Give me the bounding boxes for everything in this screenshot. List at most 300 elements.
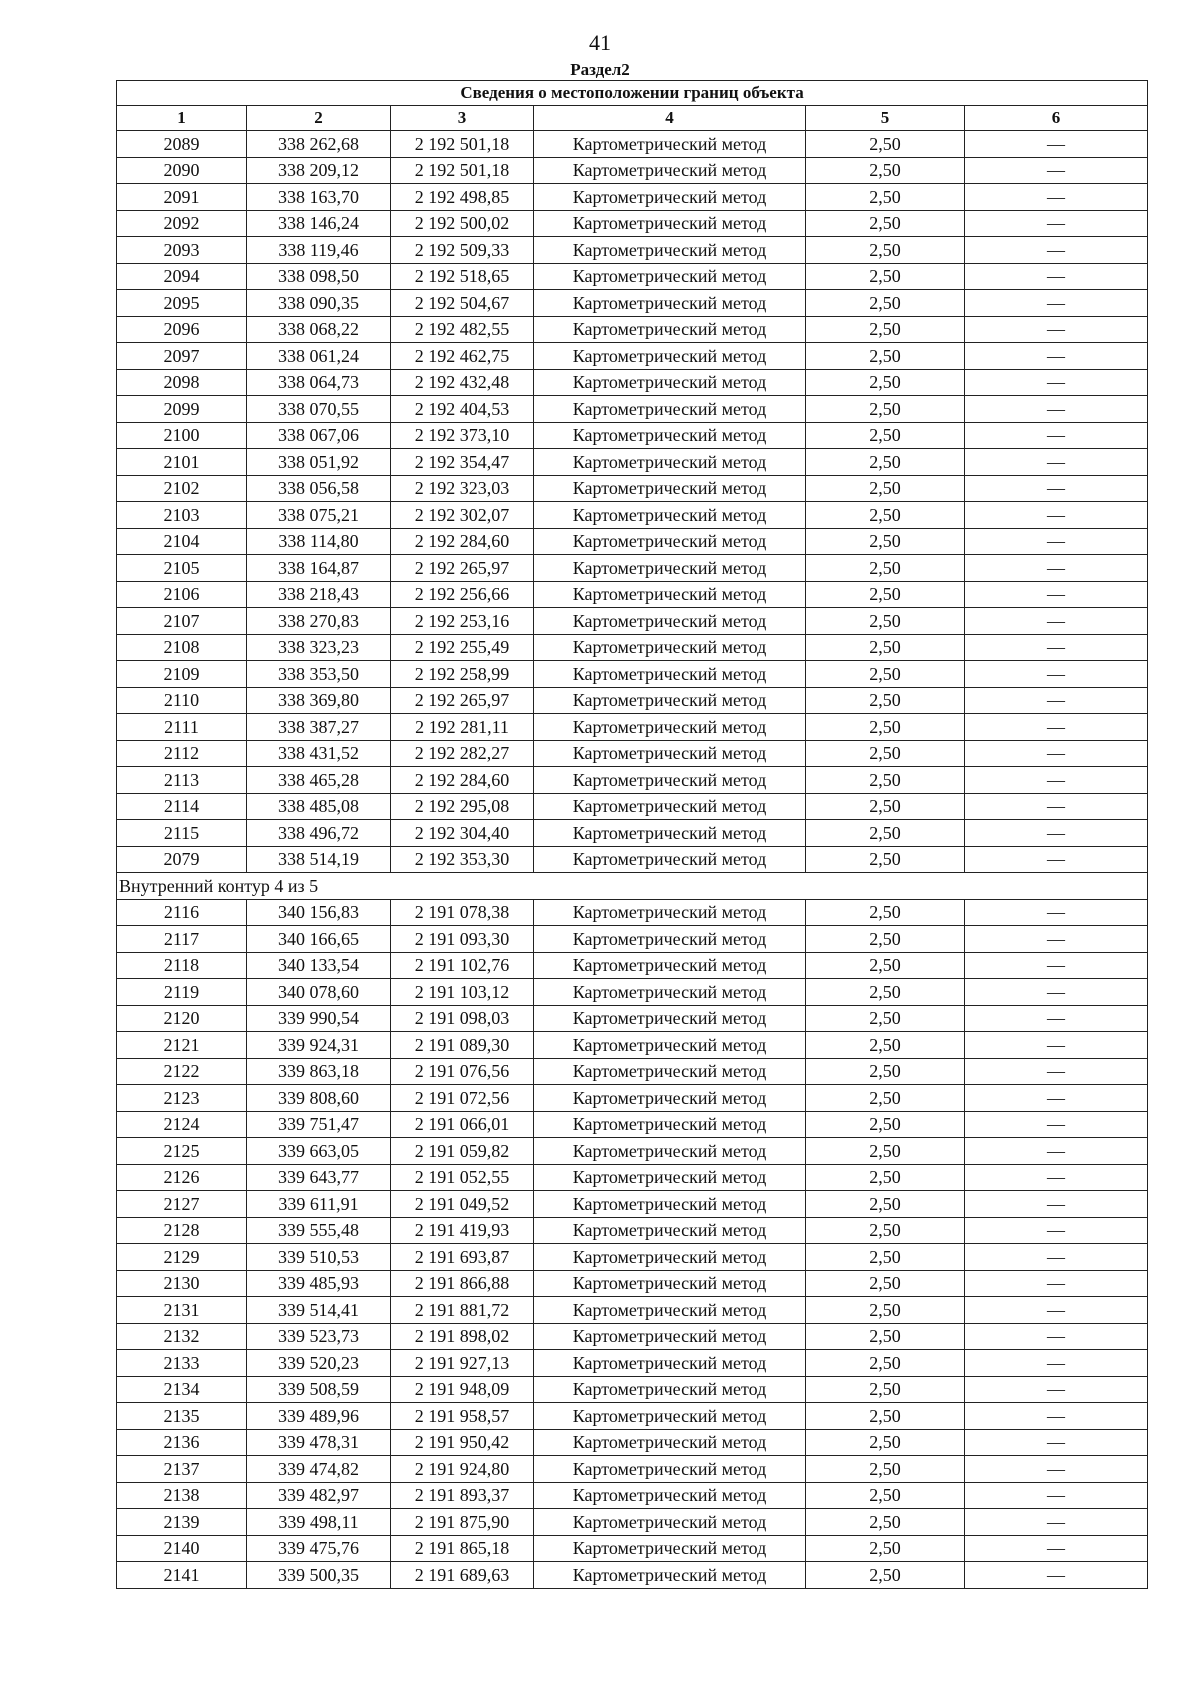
description-cell: — — [965, 1429, 1148, 1456]
table-row — [117, 343, 1148, 370]
coordinate-y-cell: 2 191 950,42 — [391, 1429, 534, 1456]
accuracy-cell: 2,50 — [806, 1270, 965, 1297]
description-cell: — — [965, 475, 1148, 502]
method-cell: Картометрический метод — [534, 1005, 806, 1032]
accuracy-cell: 2,50 — [806, 1164, 965, 1191]
coordinate-y-cell: 2 192 281,11 — [391, 714, 534, 741]
description-cell: — — [965, 979, 1148, 1006]
table-row — [117, 1456, 1148, 1483]
coordinate-x-cell: 338 465,28 — [247, 767, 391, 794]
method-cell: Картометрический метод — [534, 1297, 806, 1324]
method-cell: Картометрический метод — [534, 1058, 806, 1085]
accuracy-cell: 2,50 — [806, 1323, 965, 1350]
point-number-cell: 2079 — [117, 846, 247, 873]
method-cell: Картометрический метод — [534, 316, 806, 343]
coordinate-x-cell: 339 498,11 — [247, 1509, 391, 1536]
method-cell: Картометрический метод — [534, 740, 806, 767]
accuracy-cell: 2,50 — [806, 184, 965, 211]
description-cell: — — [965, 952, 1148, 979]
coordinate-y-cell: 2 191 093,30 — [391, 926, 534, 953]
point-number-cell: 2097 — [117, 343, 247, 370]
table-row — [117, 581, 1148, 608]
coordinate-x-cell: 340 166,65 — [247, 926, 391, 953]
coordinate-y-cell: 2 191 927,13 — [391, 1350, 534, 1377]
coordinate-y-cell: 2 191 924,80 — [391, 1456, 534, 1483]
description-cell: — — [965, 157, 1148, 184]
method-cell: Картометрический метод — [534, 396, 806, 423]
method-cell: Картометрический метод — [534, 1376, 806, 1403]
table-row — [117, 1164, 1148, 1191]
method-cell: Картометрический метод — [534, 343, 806, 370]
point-number-cell: 2141 — [117, 1562, 247, 1589]
description-cell: — — [965, 714, 1148, 741]
coordinate-y-cell: 2 192 284,60 — [391, 767, 534, 794]
coordinate-x-cell: 338 114,80 — [247, 528, 391, 555]
method-cell: Картометрический метод — [534, 1191, 806, 1218]
description-cell: — — [965, 343, 1148, 370]
point-number-cell: 2103 — [117, 502, 247, 529]
coordinate-x-cell: 339 508,59 — [247, 1376, 391, 1403]
table-row — [117, 555, 1148, 582]
point-number-cell: 2092 — [117, 210, 247, 237]
coordinate-x-cell: 340 133,54 — [247, 952, 391, 979]
table-row — [117, 1191, 1148, 1218]
point-number-cell: 2113 — [117, 767, 247, 794]
method-cell: Картометрический метод — [534, 290, 806, 317]
method-cell: Картометрический метод — [534, 952, 806, 979]
coordinate-y-cell: 2 191 958,57 — [391, 1403, 534, 1430]
accuracy-cell: 2,50 — [806, 1429, 965, 1456]
accuracy-cell: 2,50 — [806, 740, 965, 767]
description-cell: — — [965, 1244, 1148, 1271]
table-row — [117, 926, 1148, 953]
coordinate-y-cell: 2 192 282,27 — [391, 740, 534, 767]
table-row — [117, 1350, 1148, 1377]
coordinate-x-cell: 338 323,23 — [247, 634, 391, 661]
accuracy-cell: 2,50 — [806, 422, 965, 449]
accuracy-cell: 2,50 — [806, 820, 965, 847]
coordinate-x-cell: 338 064,73 — [247, 369, 391, 396]
table-row — [117, 608, 1148, 635]
description-cell: — — [965, 1297, 1148, 1324]
description-cell: — — [965, 1403, 1148, 1430]
point-number-cell: 2090 — [117, 157, 247, 184]
method-cell: Картометрический метод — [534, 422, 806, 449]
description-cell: — — [965, 846, 1148, 873]
description-cell: — — [965, 396, 1148, 423]
table-row — [117, 740, 1148, 767]
coordinate-x-cell: 338 218,43 — [247, 581, 391, 608]
coordinate-y-cell: 2 191 865,18 — [391, 1535, 534, 1562]
coordinate-x-cell: 339 478,31 — [247, 1429, 391, 1456]
coordinate-x-cell: 338 056,58 — [247, 475, 391, 502]
description-cell: — — [965, 581, 1148, 608]
point-number-cell: 2115 — [117, 820, 247, 847]
method-cell: Картометрический метод — [534, 528, 806, 555]
coordinate-y-cell: 2 191 098,03 — [391, 1005, 534, 1032]
description-cell: — — [965, 740, 1148, 767]
coordinate-y-cell: 2 192 509,33 — [391, 237, 534, 264]
accuracy-cell: 2,50 — [806, 528, 965, 555]
coordinate-y-cell: 2 192 462,75 — [391, 343, 534, 370]
coordinate-x-cell: 339 514,41 — [247, 1297, 391, 1324]
accuracy-cell: 2,50 — [806, 1111, 965, 1138]
method-cell: Картометрический метод — [534, 687, 806, 714]
method-cell: Картометрический метод — [534, 608, 806, 635]
method-cell: Картометрический метод — [534, 634, 806, 661]
description-cell: — — [965, 687, 1148, 714]
accuracy-cell: 2,50 — [806, 1509, 965, 1536]
accuracy-cell: 2,50 — [806, 1191, 965, 1218]
description-cell: — — [965, 1164, 1148, 1191]
coordinate-x-cell: 339 808,60 — [247, 1085, 391, 1112]
method-cell: Картометрический метод — [534, 369, 806, 396]
accuracy-cell: 2,50 — [806, 714, 965, 741]
method-cell: Картометрический метод — [534, 1217, 806, 1244]
method-cell: Картометрический метод — [534, 1403, 806, 1430]
column-number-6: 6 — [965, 106, 1148, 131]
coordinate-x-cell: 340 156,83 — [247, 899, 391, 926]
point-number-cell: 2101 — [117, 449, 247, 476]
point-number-cell: 2095 — [117, 290, 247, 317]
point-number-cell: 2137 — [117, 1456, 247, 1483]
coordinate-y-cell: 2 192 256,66 — [391, 581, 534, 608]
point-number-cell: 2121 — [117, 1032, 247, 1059]
coordinate-x-cell: 338 070,55 — [247, 396, 391, 423]
method-cell: Картометрический метод — [534, 1350, 806, 1377]
accuracy-cell: 2,50 — [806, 1535, 965, 1562]
coordinate-x-cell: 338 061,24 — [247, 343, 391, 370]
coordinate-x-cell: 339 489,96 — [247, 1403, 391, 1430]
coordinate-x-cell: 339 663,05 — [247, 1138, 391, 1165]
coordinate-y-cell: 2 191 866,88 — [391, 1270, 534, 1297]
method-cell: Картометрический метод — [534, 1085, 806, 1112]
method-cell: Картометрический метод — [534, 1429, 806, 1456]
coordinate-y-cell: 2 191 419,93 — [391, 1217, 534, 1244]
table-title: Сведения о местоположении границ объекта — [117, 81, 1148, 106]
point-number-cell: 2131 — [117, 1297, 247, 1324]
coordinate-y-cell: 2 191 948,09 — [391, 1376, 534, 1403]
coordinate-x-cell: 338 068,22 — [247, 316, 391, 343]
point-number-cell: 2111 — [117, 714, 247, 741]
table-row — [117, 1403, 1148, 1430]
accuracy-cell: 2,50 — [806, 1085, 965, 1112]
method-cell: Картометрический метод — [534, 1323, 806, 1350]
accuracy-cell: 2,50 — [806, 1005, 965, 1032]
coordinate-x-cell: 339 520,23 — [247, 1350, 391, 1377]
coordinate-x-cell: 338 369,80 — [247, 687, 391, 714]
accuracy-cell: 2,50 — [806, 1403, 965, 1430]
method-cell: Картометрический метод — [534, 793, 806, 820]
method-cell: Картометрический метод — [534, 1562, 806, 1589]
table-row — [117, 1111, 1148, 1138]
table-row — [117, 184, 1148, 211]
coordinate-y-cell: 2 192 500,02 — [391, 210, 534, 237]
point-number-cell: 2136 — [117, 1429, 247, 1456]
table-row — [117, 846, 1148, 873]
point-number-cell: 2110 — [117, 687, 247, 714]
table-row — [117, 899, 1148, 926]
point-number-cell: 2132 — [117, 1323, 247, 1350]
method-cell: Картометрический метод — [534, 846, 806, 873]
accuracy-cell: 2,50 — [806, 1217, 965, 1244]
point-number-cell: 2114 — [117, 793, 247, 820]
method-cell: Картометрический метод — [534, 184, 806, 211]
accuracy-cell: 2,50 — [806, 316, 965, 343]
description-cell: — — [965, 290, 1148, 317]
table-row — [117, 131, 1148, 158]
table-row — [117, 1085, 1148, 1112]
description-cell: — — [965, 502, 1148, 529]
description-cell: — — [965, 1058, 1148, 1085]
method-cell: Картометрический метод — [534, 555, 806, 582]
description-cell: — — [965, 820, 1148, 847]
coordinate-x-cell: 339 611,91 — [247, 1191, 391, 1218]
table-row — [117, 422, 1148, 449]
coordinate-x-cell: 338 146,24 — [247, 210, 391, 237]
table-row — [117, 793, 1148, 820]
method-cell: Картометрический метод — [534, 1509, 806, 1536]
coordinate-y-cell: 2 191 689,63 — [391, 1562, 534, 1589]
table-row — [117, 767, 1148, 794]
method-cell: Картометрический метод — [534, 714, 806, 741]
coordinate-x-cell: 338 431,52 — [247, 740, 391, 767]
accuracy-cell: 2,50 — [806, 767, 965, 794]
method-cell: Картометрический метод — [534, 820, 806, 847]
coordinate-x-cell: 339 500,35 — [247, 1562, 391, 1589]
coordinate-y-cell: 2 192 504,67 — [391, 290, 534, 317]
method-cell: Картометрический метод — [534, 581, 806, 608]
coordinate-x-cell: 339 643,77 — [247, 1164, 391, 1191]
table-row — [117, 316, 1148, 343]
coordinate-x-cell: 340 078,60 — [247, 979, 391, 1006]
coordinate-y-cell: 2 192 302,07 — [391, 502, 534, 529]
accuracy-cell: 2,50 — [806, 1138, 965, 1165]
description-cell: — — [965, 449, 1148, 476]
method-cell: Картометрический метод — [534, 502, 806, 529]
description-cell: — — [965, 528, 1148, 555]
coordinate-y-cell: 2 192 501,18 — [391, 131, 534, 158]
description-cell: — — [965, 1482, 1148, 1509]
method-cell: Картометрический метод — [534, 157, 806, 184]
coordinate-x-cell: 339 474,82 — [247, 1456, 391, 1483]
coordinate-x-cell: 339 510,53 — [247, 1244, 391, 1271]
coordinate-x-cell: 338 209,12 — [247, 157, 391, 184]
method-cell: Картометрический метод — [534, 1138, 806, 1165]
coordinate-y-cell: 2 191 089,30 — [391, 1032, 534, 1059]
coordinate-x-cell: 338 098,50 — [247, 263, 391, 290]
method-cell: Картометрический метод — [534, 661, 806, 688]
point-number-cell: 2124 — [117, 1111, 247, 1138]
contour-label: Внутренний контур 4 из 5 — [117, 873, 1148, 900]
coordinate-y-cell: 2 191 103,12 — [391, 979, 534, 1006]
coordinate-x-cell: 339 555,48 — [247, 1217, 391, 1244]
point-number-cell: 2127 — [117, 1191, 247, 1218]
point-number-cell: 2123 — [117, 1085, 247, 1112]
table-row — [117, 290, 1148, 317]
accuracy-cell: 2,50 — [806, 581, 965, 608]
method-cell: Картометрический метод — [534, 210, 806, 237]
coordinate-x-cell: 338 119,46 — [247, 237, 391, 264]
table-row — [117, 1270, 1148, 1297]
description-cell: — — [965, 1032, 1148, 1059]
description-cell: — — [965, 1535, 1148, 1562]
accuracy-cell: 2,50 — [806, 131, 965, 158]
point-number-cell: 2129 — [117, 1244, 247, 1271]
coordinate-x-cell: 338 496,72 — [247, 820, 391, 847]
accuracy-cell: 2,50 — [806, 634, 965, 661]
accuracy-cell: 2,50 — [806, 899, 965, 926]
accuracy-cell: 2,50 — [806, 1297, 965, 1324]
method-cell: Картометрический метод — [534, 237, 806, 264]
coordinate-x-cell: 338 514,19 — [247, 846, 391, 873]
coordinate-x-cell: 339 990,54 — [247, 1005, 391, 1032]
coordinate-y-cell: 2 192 501,18 — [391, 157, 534, 184]
method-cell: Картометрический метод — [534, 767, 806, 794]
point-number-cell: 2112 — [117, 740, 247, 767]
coordinate-y-cell: 2 192 482,55 — [391, 316, 534, 343]
coordinate-y-cell: 2 192 265,97 — [391, 555, 534, 582]
coordinate-x-cell: 338 067,06 — [247, 422, 391, 449]
description-cell: — — [965, 1005, 1148, 1032]
method-cell: Картометрический метод — [534, 1111, 806, 1138]
table-row — [117, 1376, 1148, 1403]
coordinate-y-cell: 2 191 875,90 — [391, 1509, 534, 1536]
table-row — [117, 1138, 1148, 1165]
description-cell: — — [965, 1456, 1148, 1483]
coordinate-x-cell: 339 475,76 — [247, 1535, 391, 1562]
coordinate-x-cell: 338 051,92 — [247, 449, 391, 476]
coordinate-y-cell: 2 192 253,16 — [391, 608, 534, 635]
accuracy-cell: 2,50 — [806, 1482, 965, 1509]
method-cell: Картометрический метод — [534, 475, 806, 502]
coordinate-y-cell: 2 191 052,55 — [391, 1164, 534, 1191]
method-cell: Картометрический метод — [534, 131, 806, 158]
accuracy-cell: 2,50 — [806, 793, 965, 820]
accuracy-cell: 2,50 — [806, 1376, 965, 1403]
coordinate-y-cell: 2 191 893,37 — [391, 1482, 534, 1509]
table-row — [117, 1509, 1148, 1536]
coordinate-y-cell: 2 192 284,60 — [391, 528, 534, 555]
accuracy-cell: 2,50 — [806, 475, 965, 502]
table-row — [117, 1005, 1148, 1032]
coordinate-x-cell: 339 924,31 — [247, 1032, 391, 1059]
coordinate-x-cell: 338 090,35 — [247, 290, 391, 317]
description-cell: — — [965, 634, 1148, 661]
table-row — [117, 237, 1148, 264]
accuracy-cell: 2,50 — [806, 343, 965, 370]
coordinate-x-cell: 338 075,21 — [247, 502, 391, 529]
method-cell: Картометрический метод — [534, 1032, 806, 1059]
method-cell: Картометрический метод — [534, 979, 806, 1006]
point-number-cell: 2118 — [117, 952, 247, 979]
coordinate-x-cell: 339 482,97 — [247, 1482, 391, 1509]
point-number-cell: 2094 — [117, 263, 247, 290]
coordinate-y-cell: 2 192 265,97 — [391, 687, 534, 714]
section-title: Раздел2 — [570, 60, 630, 79]
description-cell: — — [965, 899, 1148, 926]
point-number-cell: 2116 — [117, 899, 247, 926]
point-number-cell: 2139 — [117, 1509, 247, 1536]
point-number-cell: 2093 — [117, 237, 247, 264]
point-number-cell: 2133 — [117, 1350, 247, 1377]
accuracy-cell: 2,50 — [806, 661, 965, 688]
point-number-cell: 2107 — [117, 608, 247, 635]
coordinate-x-cell: 338 262,68 — [247, 131, 391, 158]
description-cell: — — [965, 1191, 1148, 1218]
table-row — [117, 1058, 1148, 1085]
description-cell: — — [965, 422, 1148, 449]
table-row — [117, 820, 1148, 847]
accuracy-cell: 2,50 — [806, 290, 965, 317]
coordinate-y-cell: 2 192 295,08 — [391, 793, 534, 820]
coordinate-x-cell: 338 387,27 — [247, 714, 391, 741]
coordinate-y-cell: 2 191 693,87 — [391, 1244, 534, 1271]
method-cell: Картометрический метод — [534, 449, 806, 476]
table-row — [117, 634, 1148, 661]
point-number-cell: 2099 — [117, 396, 247, 423]
coordinate-x-cell: 338 270,83 — [247, 608, 391, 635]
point-number-cell: 2122 — [117, 1058, 247, 1085]
coordinate-y-cell: 2 191 059,82 — [391, 1138, 534, 1165]
coordinate-y-cell: 2 191 898,02 — [391, 1323, 534, 1350]
coordinate-y-cell: 2 192 304,40 — [391, 820, 534, 847]
description-cell: — — [965, 1085, 1148, 1112]
point-number-cell: 2089 — [117, 131, 247, 158]
coordinate-x-cell: 339 485,93 — [247, 1270, 391, 1297]
method-cell: Картометрический метод — [534, 1270, 806, 1297]
accuracy-cell: 2,50 — [806, 1456, 965, 1483]
table-row — [117, 157, 1148, 184]
description-cell: — — [965, 237, 1148, 264]
accuracy-cell: 2,50 — [806, 846, 965, 873]
point-number-cell: 2091 — [117, 184, 247, 211]
table-row — [117, 396, 1148, 423]
table-row — [117, 952, 1148, 979]
coordinate-y-cell: 2 192 432,48 — [391, 369, 534, 396]
coordinate-y-cell: 2 191 066,01 — [391, 1111, 534, 1138]
point-number-cell: 2102 — [117, 475, 247, 502]
coordinate-y-cell: 2 192 498,85 — [391, 184, 534, 211]
coordinate-y-cell: 2 192 258,99 — [391, 661, 534, 688]
table-row — [117, 1535, 1148, 1562]
method-cell: Картометрический метод — [534, 1244, 806, 1271]
accuracy-cell: 2,50 — [806, 396, 965, 423]
point-number-cell: 2104 — [117, 528, 247, 555]
accuracy-cell: 2,50 — [806, 237, 965, 264]
method-cell: Картометрический метод — [534, 1164, 806, 1191]
description-cell: — — [965, 1376, 1148, 1403]
description-cell: — — [965, 1111, 1148, 1138]
table-caption-row — [117, 81, 1148, 106]
table-row — [117, 1429, 1148, 1456]
table-row — [117, 687, 1148, 714]
accuracy-cell: 2,50 — [806, 210, 965, 237]
point-number-cell: 2130 — [117, 1270, 247, 1297]
description-cell: — — [965, 316, 1148, 343]
coordinate-y-cell: 2 192 518,65 — [391, 263, 534, 290]
point-number-cell: 2125 — [117, 1138, 247, 1165]
point-number-cell: 2134 — [117, 1376, 247, 1403]
method-cell: Картометрический метод — [534, 1535, 806, 1562]
table-row — [117, 528, 1148, 555]
table-row — [117, 502, 1148, 529]
description-cell: — — [965, 263, 1148, 290]
coordinate-y-cell: 2 191 881,72 — [391, 1297, 534, 1324]
accuracy-cell: 2,50 — [806, 1032, 965, 1059]
accuracy-cell: 2,50 — [806, 1562, 965, 1589]
coordinate-x-cell: 338 353,50 — [247, 661, 391, 688]
